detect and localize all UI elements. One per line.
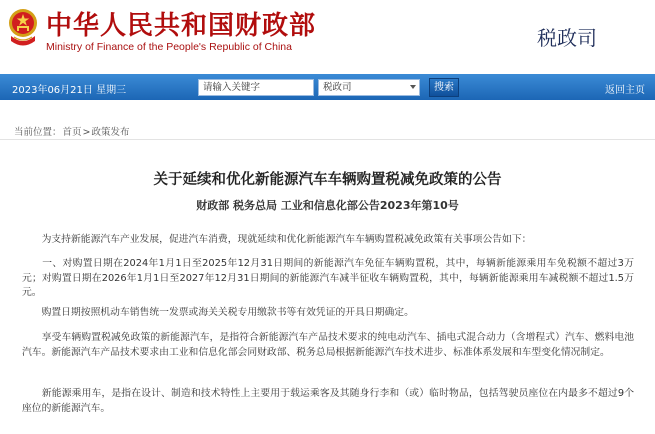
document-number: 财政部 税务总局 工业和信息化部公告2023年第10号	[196, 199, 459, 212]
breadcrumb-label: 当前位置：	[14, 127, 62, 138]
search-scope-value: 税政司	[323, 82, 352, 93]
current-date: 2023年06月21日 星期三	[12, 85, 127, 96]
department-name[interactable]: 税政司	[537, 26, 597, 50]
search-button[interactable]: 搜索	[429, 78, 459, 97]
article-title: 关于延续和优化新能源汽车车辆购置税减免政策的公告	[153, 172, 502, 188]
search-scope-select[interactable]	[318, 79, 420, 96]
site-header	[0, 0, 655, 72]
article-paragraph: 为支持新能源汽车产业发展，促进汽车消费，现就延续和优化新能源汽车车辆购置税减免政策有关事项公告如下：	[22, 234, 532, 245]
article-paragraph: 购置日期按照机动车销售统一发票或海关关税专用缴款书等有效凭证的开具日期确定。	[22, 307, 414, 318]
top-navbar	[0, 74, 655, 100]
breadcrumb-current[interactable]: 政策发布	[91, 127, 130, 138]
article-paragraph: 一、对购置日期在2024年1月1日至2025年12月31日期间的新能源汽车免征车辆购置税，其中，每辆新能源乘用车免税额不超过3万元；对购置日期在2026年1月1日至2027年12月31日期间的新能源汽车减半征收车辆购置税，其中，每辆新能源乘用车减税额不超过1.5万元。	[22, 258, 634, 298]
chevron-down-icon	[410, 85, 416, 89]
article-paragraph: 享受车辆购置税减免政策的新能源汽车，是指符合新能源汽车产品技术要求的纯电动汽车、插电式混合动力（含增程式）汽车、燃料电池汽车。新能源汽车产品技术要求由工业和信息化部会同财政部、税务总局根据新能源汽车技术进步、标准体系发展和车型变化情况制定。	[22, 332, 634, 358]
article-paragraph: 新能源乘用车，是指在设计、制造和技术特性上主要用于载运乘客及其随身行李和（或）临时物品，包括驾驶员座位在内最多不超过9个座位的新能源汽车。	[22, 388, 634, 414]
breadcrumb	[14, 124, 131, 138]
ministry-name-cn: 中华人民共和国财政部	[46, 11, 317, 41]
breadcrumb-home-link[interactable]: 首页	[62, 127, 82, 138]
national-emblem-icon	[8, 6, 38, 48]
divider	[0, 139, 655, 140]
ministry-name-en: Ministry of Finance of the People's Republic of China	[46, 41, 292, 53]
breadcrumb-separator: >	[82, 127, 91, 138]
search-input[interactable]: 请输入关键字	[198, 79, 314, 96]
back-home-link[interactable]: 返回主页	[605, 85, 645, 96]
